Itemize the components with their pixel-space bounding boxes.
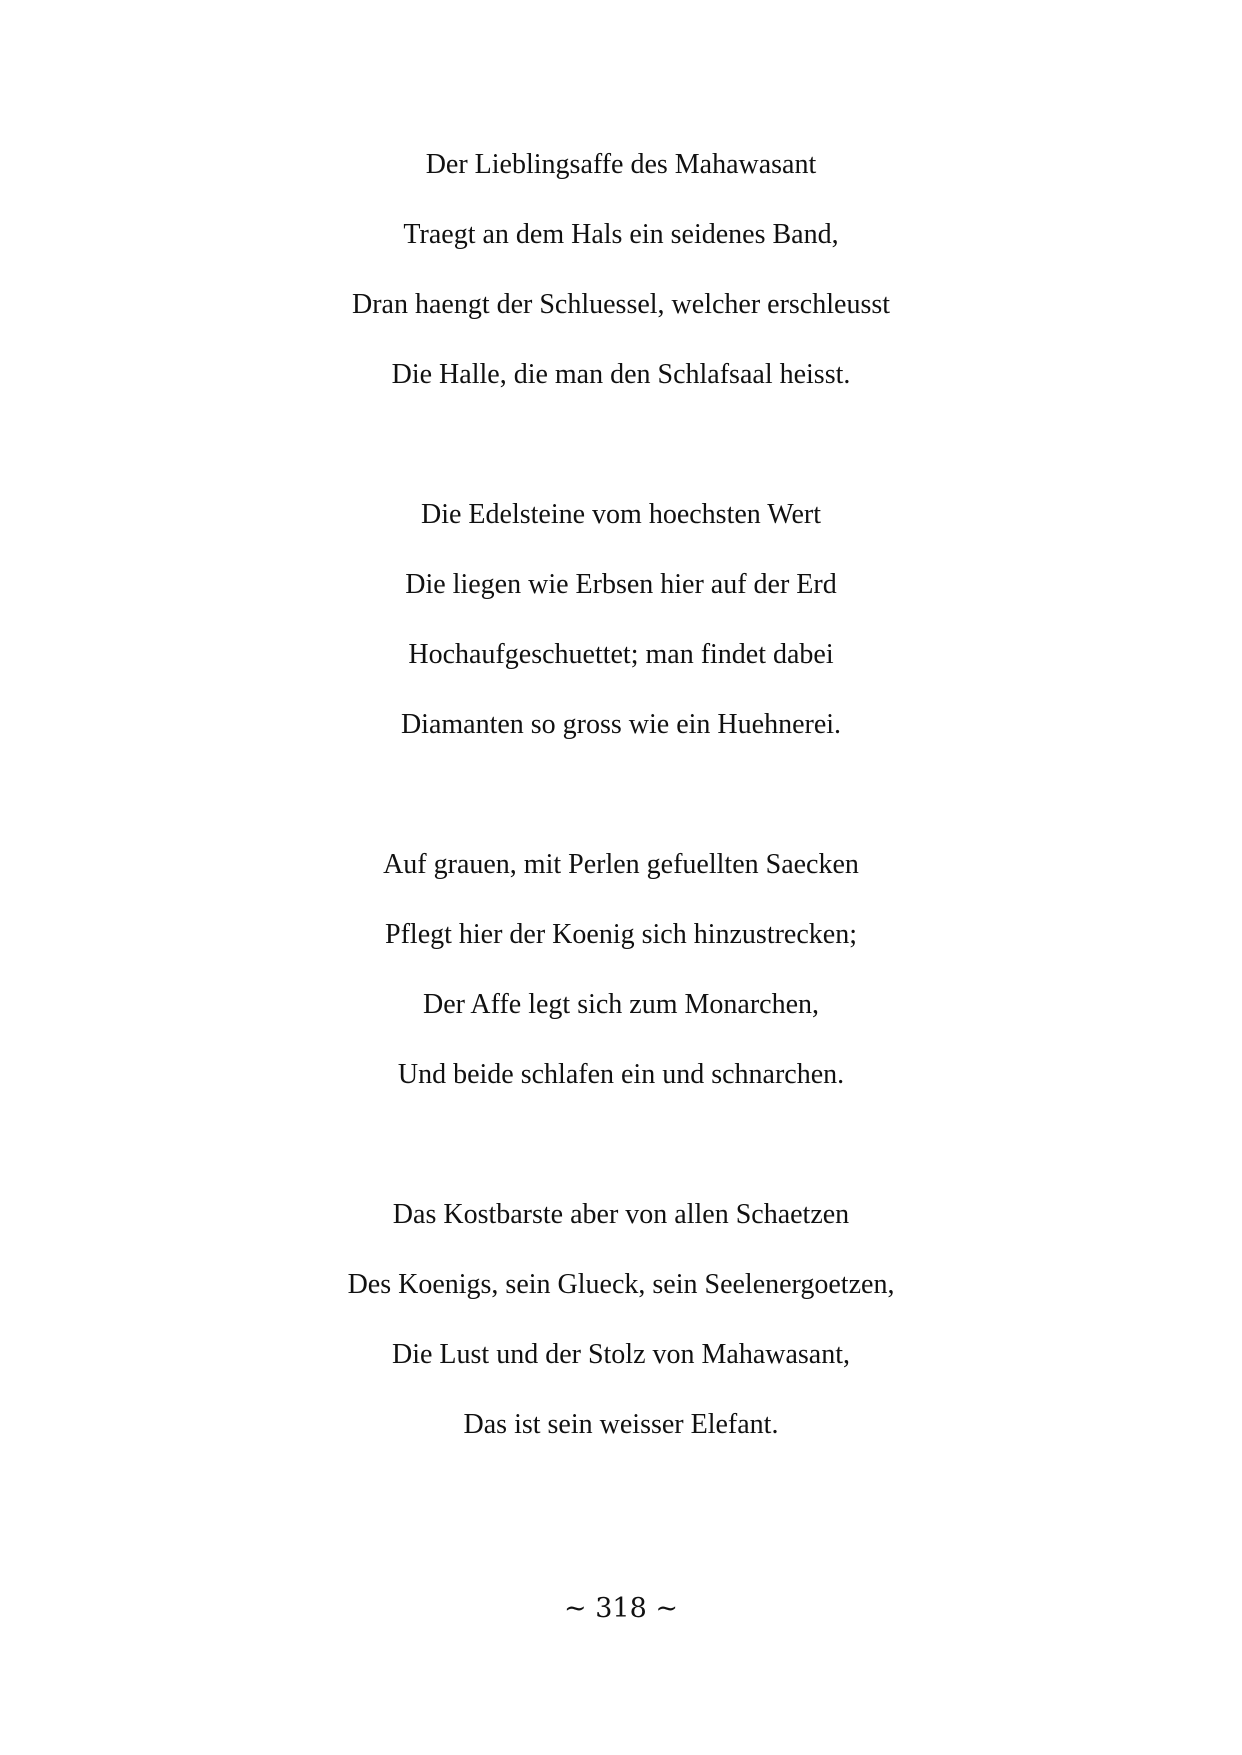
verse-line: Pflegt hier der Koenig sich hinzustrecken; [385, 919, 857, 950]
verse-line: Auf grauen, mit Perlen gefuellten Saecken [383, 849, 859, 880]
verse-line: Traegt an dem Hals ein seidenes Band, [403, 219, 839, 250]
verse-line: Hochaufgeschuettet; man findet dabei [408, 639, 834, 670]
verse-line: Dran haengt der Schluessel, welcher erschleusst [351, 289, 891, 320]
stanza-1 [0, 148, 1242, 428]
verse-line: Die liegen wie Erbsen hier auf der Erd [405, 569, 837, 600]
verse-line: Des Koenigs, sein Glueck, sein Seelenergoetzen, [347, 1269, 895, 1300]
verse-line: Diamanten so gross wie ein Huehnerei. [400, 709, 842, 740]
stanza-2 [0, 498, 1242, 778]
poem [0, 148, 1242, 1548]
verse-line: Die Halle, die man den Schlafsaal heisst. [391, 359, 851, 390]
verse-line: Das ist sein weisser Elefant. [463, 1409, 779, 1440]
stanza-3 [0, 848, 1242, 1128]
verse-line: Der Lieblingsaffe des Mahawasant [425, 149, 817, 180]
verse-line: Und beide schlafen ein und schnarchen. [397, 1059, 845, 1090]
stanza-4 [0, 1198, 1242, 1478]
page-number: ~ 318 ~ [564, 1593, 678, 1624]
verse-line: Die Lust und der Stolz von Mahawasant, [391, 1339, 851, 1370]
verse-line: Die Edelsteine vom hoechsten Wert [421, 499, 821, 530]
verse-line: Der Affe legt sich zum Monarchen, [422, 989, 820, 1020]
verse-line: Das Kostbarste aber von allen Schaetzen [392, 1199, 850, 1230]
